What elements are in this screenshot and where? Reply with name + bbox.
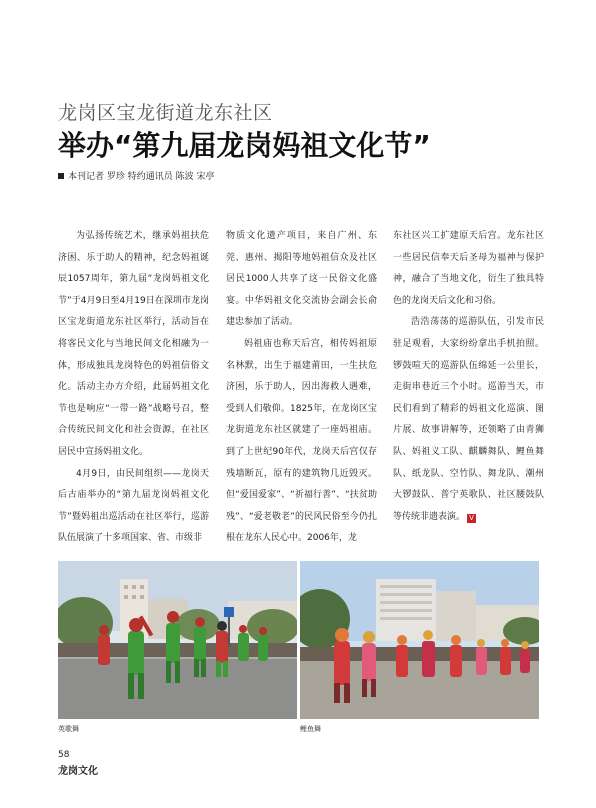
paragraph xyxy=(393,312,544,528)
article-title: 举办“第九届龙岗妈祖文化节” xyxy=(58,129,431,162)
paragraph: 物质文化遗产项目，来自广州、东莞、惠州、揭阳等地妈祖信众及社区居民1000人共享了这一民俗文化盛宴。中华妈祖文化交流协会副会长俞建忠参加了活动。 xyxy=(226,231,377,328)
byline xyxy=(58,169,214,182)
paragraph-text: 浩浩荡荡的巡游队伍，引发市民驻足观看，大家纷纷拿出手机拍照。锣鼓喧天的巡游队伍绵延一公里长，走街串巷近三个小时。巡游当天，市民们看到了精彩的妈祖文化巡演、图片展、故事讲解等，还领略了由青狮队、妈祖义工队、麒麟舞队、鲤鱼舞队、纸龙队、空竹队、舞龙队、潮州大锣鼓队、普宁英歌队、社区腰鼓队等传统非遗表演。 xyxy=(393,317,544,522)
paragraph: 为弘扬传统艺术，继承妈祖扶危济困、乐于助人的精神，纪念妈祖诞辰1057周年，第九届“龙岗妈祖文化节”于4月9日至4月19日在深圳市龙岗区宝龙街道龙东社区举行，活动旨在将客民文化与当地民间文化相融为一体，形成独具龙岗特色的妈祖信俗文化。活动主办方介绍，此届妈祖文化节也是响应“一带一路”战略号召，整合传统民间文化和社会资源，在社区居民中宣扬妈祖文化。 xyxy=(58,231,209,457)
photo-carp-dance xyxy=(300,561,539,719)
photo-yingge-dance xyxy=(58,561,297,719)
byline-text: 本刊记者 罗珍 特约通讯员 陈波 宋亭 xyxy=(68,172,215,182)
paragraph: 4月9日，由民间组织——龙岗天后古庙举办的“第九届龙岗妈祖文化节”暨妈祖出巡活动在社区举行，巡游队伍展演了十多项国家、省、市级非 xyxy=(58,468,209,544)
paragraph: 妈祖庙也称天后宫，相传妈祖原名林默，出生于福建莆田，一生扶危济困，乐于助人，因出海救人遇难，受到人们敬仰。1825年，在龙岗区宝龙街道龙东社区就建了一座妈祖庙。到了上世纪90年代，龙岗天后宫仅存残墙断瓦，原有的建筑物几近毁灭。但“爱国爱家”、“祈福行善”、“扶贫助残”、“爱老敬老”的民风民俗至今仍扎根在龙东人民心中。2006年，龙 xyxy=(226,338,377,544)
article-subtitle: 龙岗区宝龙街道龙东社区 xyxy=(58,102,273,124)
photo-caption: 鲤鱼舞 xyxy=(300,725,321,733)
end-mark-icon: V xyxy=(467,514,476,523)
article-column-2 xyxy=(226,226,377,550)
paragraph: 东社区兴工扩建原天后宫。龙东社区一些居民信奉天后圣母为福神与保护神，融合了当地文化，衍生了独具特色的龙岗天后文化和习俗。 xyxy=(393,231,544,306)
photo-caption: 英歌舞 xyxy=(58,725,79,733)
article-column-3 xyxy=(393,226,544,528)
magazine-logo: 龙岗文化 xyxy=(58,766,98,777)
article-column-1 xyxy=(58,226,209,550)
page-number: 58 xyxy=(58,750,70,760)
byline-square-icon xyxy=(58,173,64,179)
